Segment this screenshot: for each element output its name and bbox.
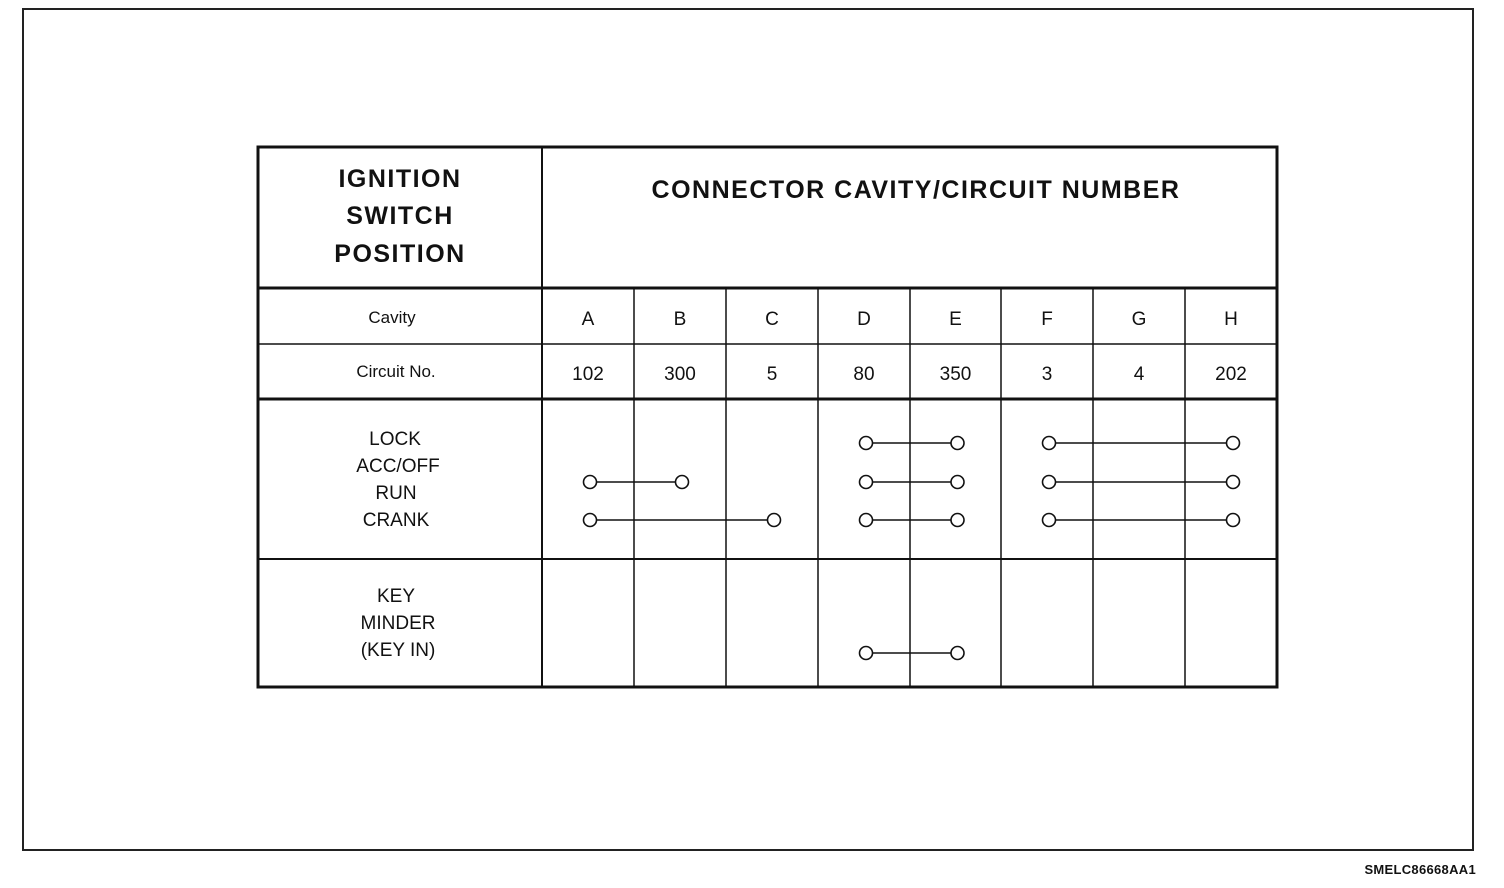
terminal-circle bbox=[860, 647, 873, 660]
cavity-letter: G bbox=[1131, 309, 1147, 330]
terminal-circle bbox=[860, 514, 873, 527]
terminal-circle bbox=[584, 476, 597, 489]
terminal-circle bbox=[584, 514, 597, 527]
circuit-number: 5 bbox=[766, 364, 778, 385]
circuit-number: 80 bbox=[853, 364, 875, 385]
terminal-circle bbox=[951, 514, 964, 527]
header-left-line-2: SWITCH bbox=[346, 202, 454, 230]
connection bbox=[860, 437, 965, 450]
key-minder-label-line-2: MINDER bbox=[360, 613, 436, 634]
figure-code: SMELC86668AA1 bbox=[1364, 862, 1476, 877]
terminal-circle bbox=[860, 437, 873, 450]
terminal-circle bbox=[1043, 476, 1056, 489]
cavity-row-label: Cavity bbox=[368, 308, 416, 327]
position-label-crank: CRANK bbox=[362, 510, 430, 531]
header-left-line-3: POSITION bbox=[334, 240, 466, 268]
key-minder-label-line-1: KEY bbox=[376, 586, 416, 607]
header-left-line-1: IGNITION bbox=[338, 165, 462, 193]
cavity-letter: B bbox=[673, 309, 687, 330]
terminal-circle bbox=[768, 514, 781, 527]
connection-symbols bbox=[584, 437, 1240, 660]
key-minder-label-line-3: (KEY IN) bbox=[360, 640, 436, 661]
cavity-letter: H bbox=[1224, 309, 1238, 330]
connection bbox=[860, 514, 965, 527]
connection bbox=[1043, 437, 1240, 450]
position-label-lock: LOCK bbox=[369, 429, 421, 450]
circuit-number: 350 bbox=[939, 364, 972, 385]
connection bbox=[1043, 514, 1240, 527]
connection bbox=[584, 514, 781, 527]
connection bbox=[1043, 476, 1240, 489]
position-label-run: RUN bbox=[375, 483, 417, 504]
cavity-letter: E bbox=[949, 309, 962, 330]
terminal-circle bbox=[951, 476, 964, 489]
circuit-number: 202 bbox=[1215, 364, 1247, 385]
terminal-circle bbox=[1227, 514, 1240, 527]
circuit-number: 4 bbox=[1133, 364, 1145, 385]
terminal-circle bbox=[1043, 437, 1056, 450]
terminal-circle bbox=[1227, 476, 1240, 489]
circuit-number: 102 bbox=[572, 364, 604, 385]
terminal-circle bbox=[860, 476, 873, 489]
terminal-circle bbox=[951, 647, 964, 660]
cavity-letter: C bbox=[765, 309, 779, 330]
connection bbox=[860, 476, 965, 489]
terminal-circle bbox=[1227, 437, 1240, 450]
header-right-title: CONNECTOR CAVITY/CIRCUIT NUMBER bbox=[651, 176, 1181, 204]
circuit-number: 3 bbox=[1041, 364, 1053, 385]
terminal-circle bbox=[676, 476, 689, 489]
cavity-letter: F bbox=[1041, 309, 1053, 330]
circuit-number: 300 bbox=[664, 364, 696, 385]
cavity-letter: A bbox=[581, 309, 595, 330]
circuit-row-label: Circuit No. bbox=[356, 362, 436, 381]
terminal-circle bbox=[951, 437, 964, 450]
cavity-letter: D bbox=[857, 309, 871, 330]
connection bbox=[584, 476, 689, 489]
column-dividers bbox=[634, 288, 1185, 687]
terminal-circle bbox=[1043, 514, 1056, 527]
position-label-acc-off: ACC/OFF bbox=[356, 456, 440, 477]
connection bbox=[860, 647, 965, 660]
